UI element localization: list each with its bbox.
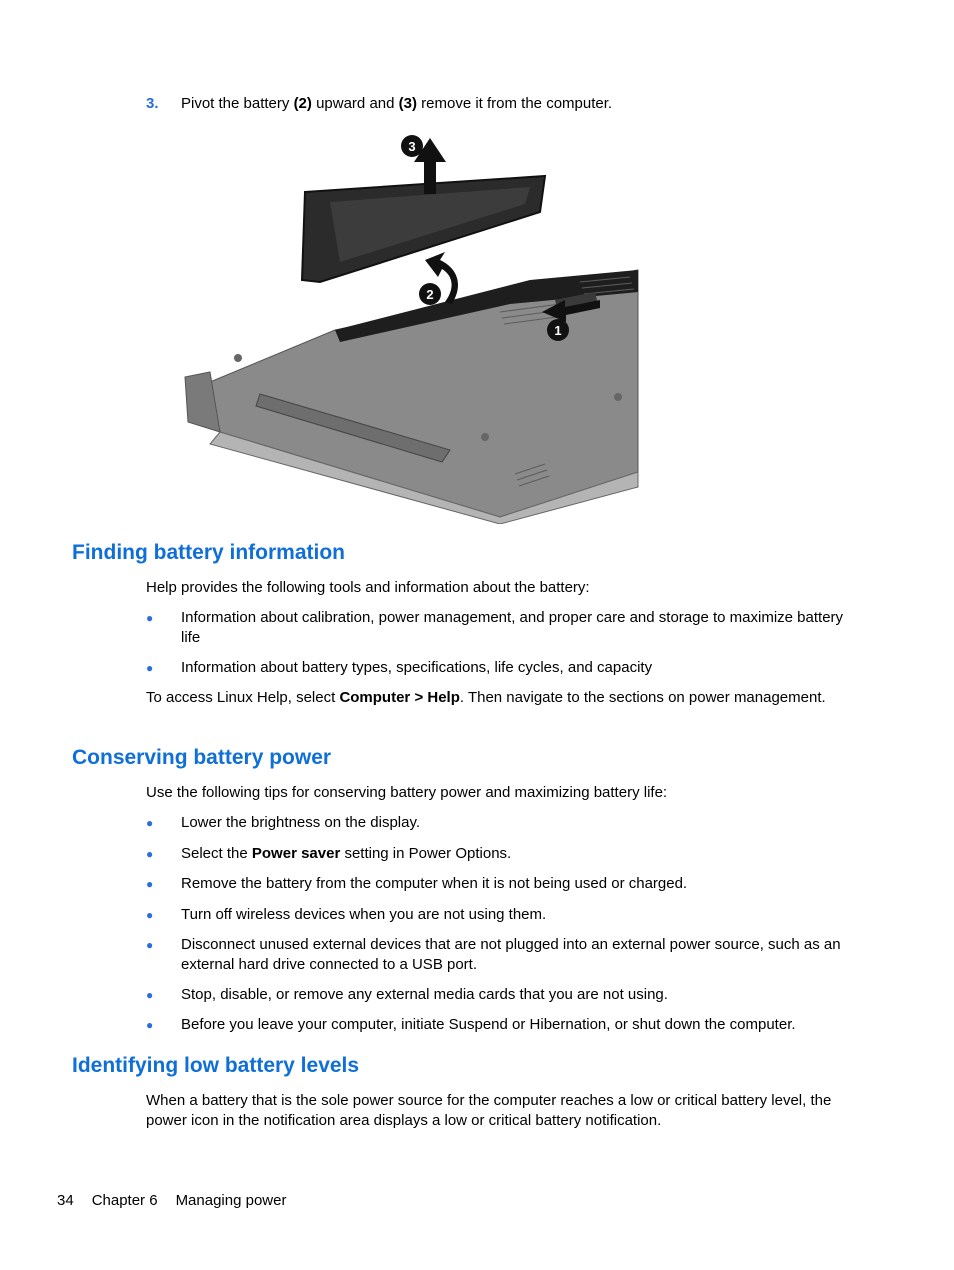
chapter-title: Managing power	[175, 1192, 287, 1209]
battery-removal-illustration	[180, 132, 642, 524]
bullet-icon: ●	[146, 611, 154, 625]
page-number: 34	[57, 1192, 74, 1209]
bullet-icon: ●	[146, 877, 154, 891]
bullet-icon: ●	[146, 908, 154, 922]
list-item: ● Turn off wireless devices when you are not using them.	[146, 906, 547, 923]
list-item: ● Select the Power saver setting in Power Options.	[146, 845, 512, 862]
list-item: ● Stop, disable, or remove any external media cards that you are not using.	[146, 986, 668, 1003]
bullet-icon: ●	[146, 938, 154, 952]
step-number: 3.	[146, 95, 159, 112]
heading-finding-battery-information: Finding battery information	[72, 541, 345, 564]
callout-3-icon	[401, 135, 423, 157]
section1-access-help: To access Linux Help, select Computer > Help. Then navigate to the sections on power management.	[146, 689, 826, 706]
heading-conserving-battery-power: Conserving battery power	[72, 746, 332, 769]
bullet-icon: ●	[146, 816, 154, 830]
section3-body: When a battery that is the sole power source for the computer reaches a low or critical battery level, the power icon in the notification area displays a low or critical battery notification.	[146, 1092, 832, 1129]
list-item: ● Lower the brightness on the display.	[146, 814, 421, 831]
page-footer	[57, 1191, 304, 1211]
callout-1-icon	[547, 319, 569, 341]
svg-text:1: 1	[554, 323, 562, 338]
chapter-label: Chapter 6	[91, 1192, 158, 1209]
callout-2-icon	[419, 283, 441, 305]
section2-intro: Use the following tips for conserving battery power and maximizing battery life:	[146, 784, 668, 801]
step-3: 3. Pivot the battery (2) upward and (3) remove it from the computer.	[146, 95, 613, 112]
svg-text:2: 2	[426, 287, 434, 302]
bullet-icon: ●	[146, 847, 154, 861]
list-item: ● Information about calibration, power management, and proper care and storage to maximize battery life	[146, 609, 844, 646]
list-item: ● Disconnect unused external devices that are not plugged into an external power source, such as an external hard drive connected to a USB port.	[146, 936, 841, 973]
bullet-icon: ●	[146, 988, 154, 1002]
list-item: ● Before you leave your computer, initiate Suspend or Hibernation, or shut down the computer.	[146, 1016, 796, 1033]
section1-intro: Help provides the following tools and information about the battery:	[146, 579, 590, 596]
heading-identifying-low-battery-levels: Identifying low battery levels	[72, 1054, 360, 1077]
list-item: ● Information about battery types, specifications, life cycles, and capacity	[146, 659, 653, 676]
svg-text:3: 3	[408, 139, 416, 154]
list-item: ● Remove the battery from the computer when it is not being used or charged.	[146, 875, 688, 892]
bullet-icon: ●	[146, 1018, 154, 1032]
bullet-icon: ●	[146, 661, 154, 675]
